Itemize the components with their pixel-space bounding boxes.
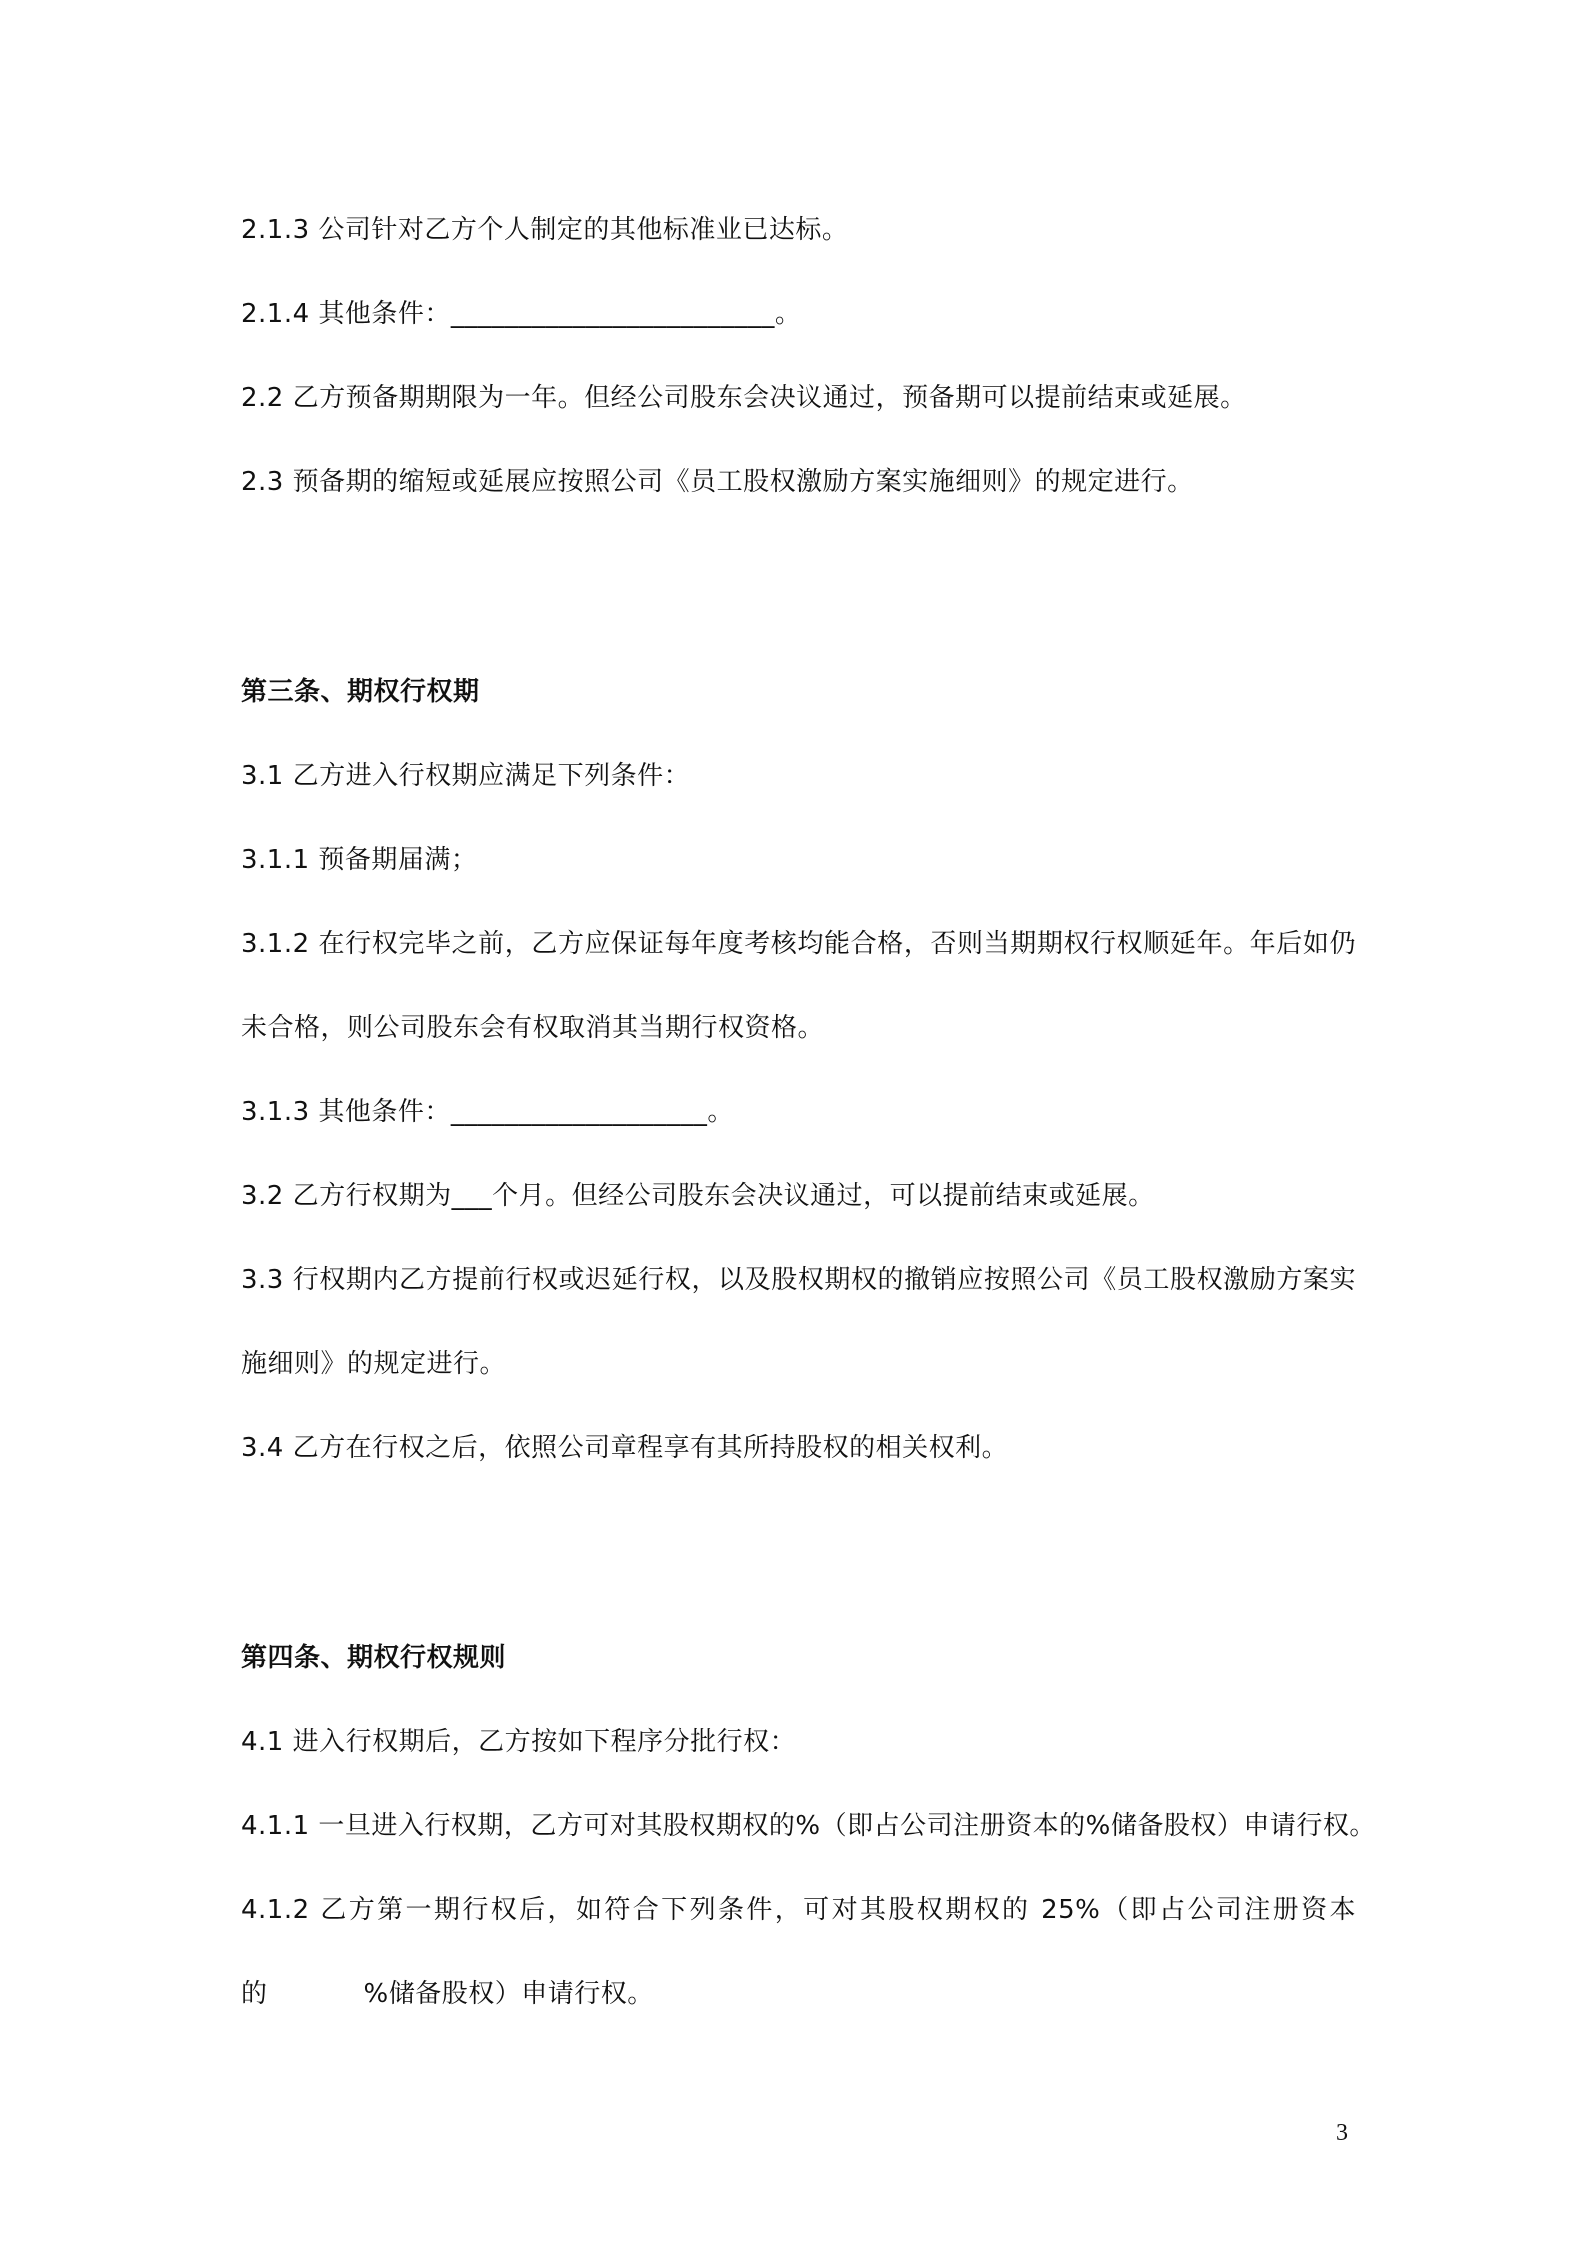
clause-4-1-1: 4.1.1 一旦进入行权期，乙方可对其股权期权的%（即占公司注册资本的%储备股权）申请行权。	[241, 1811, 1376, 1841]
clause-4-1-2-line-2-start: 的	[241, 1979, 268, 2009]
clause-4-1: 4.1 进入行权期后，乙方按如下程序分批行权：	[241, 1727, 797, 1757]
clause-4-1-2-line-1: 4.1.2 乙方第一期行权后，如符合下列条件，可对其股权期权的 25%（即占公司注册资本	[241, 1895, 1356, 1925]
clause-3-1-2-line-2: 未合格，则公司股东会有权取消其当期行权资格。	[241, 1013, 825, 1043]
clause-3-2: 3.2 乙方行权期为___个月。但经公司股东会决议通过，可以提前结束或延展。	[241, 1181, 1155, 1211]
clause-3-1-3: 3.1.3 其他条件：___________________。	[241, 1097, 734, 1127]
clause-2-1-3: 2.1.3 公司针对乙方个人制定的其他标准业已达标。	[241, 215, 849, 245]
clause-3-3-line-1: 3.3 行权期内乙方提前行权或迟延行权，以及股权期权的撤销应按照公司《员工股权激励方案实	[241, 1265, 1356, 1295]
clause-3-3-line-2: 施细则》的规定进行。	[241, 1349, 507, 1379]
clause-2-2: 2.2 乙方预备期期限为一年。但经公司股东会决议通过，预备期可以提前结束或延展。	[241, 383, 1247, 413]
clause-4-1-2-line-2	[241, 1977, 654, 2011]
page-number: 3	[1336, 2120, 1348, 2146]
clause-3-1-1: 3.1.1 预备期届满；	[241, 845, 478, 875]
clause-2-3: 2.3 预备期的缩短或延展应按照公司《员工股权激励方案实施细则》的规定进行。	[241, 467, 1194, 497]
clause-3-1: 3.1 乙方进入行权期应满足下列条件：	[241, 761, 691, 791]
clause-3-4: 3.4 乙方在行权之后，依照公司章程享有其所持股权的相关权利。	[241, 1433, 1009, 1463]
section-3-heading: 第三条、期权行权期	[241, 677, 480, 707]
clause-4-1-2-line-2-end: %储备股权）申请行权。	[363, 1979, 654, 2009]
section-4-heading: 第四条、期权行权规则	[241, 1643, 507, 1673]
clause-2-1-4: 2.1.4 其他条件：________________________。	[241, 299, 802, 329]
clause-3-1-2-line-1: 3.1.2 在行权完毕之前，乙方应保证每年度考核均能合格，否则当期期权行权顺延年。年后如仍	[241, 929, 1356, 959]
